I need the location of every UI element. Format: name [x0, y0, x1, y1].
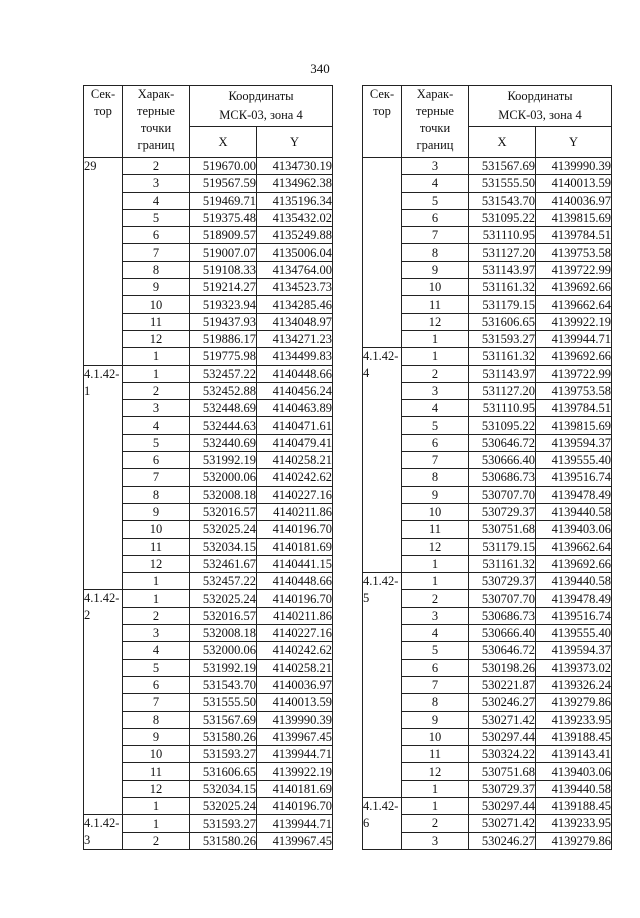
point-cell: 8 [123, 711, 190, 728]
x-coordinate-cell: 530666.40 [469, 452, 536, 469]
y-coordinate-cell: 4140036.97 [257, 676, 333, 693]
y-coordinate-cell: 4139373.02 [536, 659, 612, 676]
x-coordinate-cell: 532034.15 [190, 538, 257, 555]
point-cell: 9 [402, 261, 469, 278]
x-coordinate-cell: 531543.70 [190, 676, 257, 693]
point-cell: 7 [402, 452, 469, 469]
x-coordinate-cell: 530666.40 [469, 625, 536, 642]
x-coordinate-cell: 531567.69 [469, 158, 536, 175]
point-cell: 2 [123, 382, 190, 399]
x-coordinate-cell: 530729.37 [469, 503, 536, 520]
y-coordinate-cell: 4140181.69 [257, 538, 333, 555]
point-cell: 12 [123, 330, 190, 347]
y-coordinate-cell: 4134764.00 [257, 261, 333, 278]
x-coordinate-cell: 530686.73 [469, 469, 536, 486]
y-coordinate-cell: 4140456.24 [257, 382, 333, 399]
y-coordinate-cell: 4139967.45 [257, 728, 333, 745]
point-cell: 9 [123, 728, 190, 745]
point-cell: 1 [123, 815, 190, 833]
point-cell: 1 [123, 348, 190, 365]
y-coordinate-cell: 4135196.34 [257, 192, 333, 209]
x-coordinate-cell: 531555.50 [469, 175, 536, 192]
header-x: X [190, 127, 257, 158]
sector-cell: 4.1.42- 5 [363, 573, 402, 798]
y-coordinate-cell: 4139753.58 [536, 382, 612, 399]
y-coordinate-cell: 4139233.95 [536, 815, 612, 832]
y-coordinate-cell: 4135006.04 [257, 244, 333, 261]
point-cell: 6 [123, 676, 190, 693]
y-coordinate-cell: 4135249.88 [257, 227, 333, 244]
y-coordinate-cell: 4139516.74 [536, 607, 612, 624]
y-coordinate-cell: 4139944.71 [536, 330, 612, 347]
table-row [363, 158, 612, 175]
x-coordinate-cell: 531127.20 [469, 382, 536, 399]
y-coordinate-cell: 4139555.40 [536, 452, 612, 469]
x-coordinate-cell: 531606.65 [190, 763, 257, 780]
y-coordinate-cell: 4134271.23 [257, 330, 333, 347]
sector-cell: 29 [84, 158, 123, 366]
y-coordinate-cell: 4139692.66 [536, 555, 612, 572]
y-coordinate-cell: 4134730.19 [257, 158, 333, 175]
y-coordinate-cell: 4139478.49 [536, 486, 612, 503]
x-coordinate-cell: 532034.15 [190, 780, 257, 797]
x-coordinate-cell: 519108.33 [190, 261, 257, 278]
x-coordinate-cell: 519775.98 [190, 348, 257, 365]
header-y: Y [257, 127, 333, 158]
y-coordinate-cell: 4140211.86 [257, 607, 333, 624]
x-coordinate-cell: 530751.68 [469, 521, 536, 538]
point-cell: 1 [123, 573, 190, 590]
table-row [363, 348, 612, 365]
point-cell: 5 [402, 417, 469, 434]
table-row [84, 815, 333, 833]
x-coordinate-cell: 532440.69 [190, 434, 257, 451]
point-cell: 4 [123, 642, 190, 659]
y-coordinate-cell: 4140479.41 [257, 434, 333, 451]
y-coordinate-cell: 4140196.70 [257, 797, 333, 814]
x-coordinate-cell: 531110.95 [469, 400, 536, 417]
point-cell: 6 [123, 452, 190, 469]
y-coordinate-cell: 4139233.95 [536, 711, 612, 728]
sector-cell: 4.1.42- 6 [363, 797, 402, 849]
x-coordinate-cell: 530297.44 [469, 728, 536, 745]
point-cell: 1 [402, 573, 469, 590]
sector-cell: 4.1.42- 4 [363, 348, 402, 573]
point-cell: 5 [123, 209, 190, 226]
point-cell: 11 [123, 313, 190, 330]
y-coordinate-cell: 4140258.21 [257, 452, 333, 469]
table-row [363, 797, 612, 814]
x-coordinate-cell: 531543.70 [469, 192, 536, 209]
y-coordinate-cell: 4134048.97 [257, 313, 333, 330]
x-coordinate-cell: 531095.22 [469, 417, 536, 434]
point-cell: 10 [123, 746, 190, 763]
x-coordinate-cell: 532025.24 [190, 590, 257, 607]
y-coordinate-cell: 4140448.66 [257, 573, 333, 590]
point-cell: 4 [402, 175, 469, 192]
y-coordinate-cell: 4140196.70 [257, 590, 333, 607]
y-coordinate-cell: 4140258.21 [257, 659, 333, 676]
point-cell: 12 [402, 313, 469, 330]
x-coordinate-cell: 531127.20 [469, 244, 536, 261]
right-table-body [363, 158, 612, 850]
x-coordinate-cell: 519437.93 [190, 313, 257, 330]
point-cell: 5 [123, 434, 190, 451]
y-coordinate-cell: 4139143.41 [536, 746, 612, 763]
table-row [363, 573, 612, 590]
y-coordinate-cell: 4139944.71 [257, 815, 333, 833]
y-coordinate-cell: 4139279.86 [536, 694, 612, 711]
x-coordinate-cell: 532008.18 [190, 486, 257, 503]
y-coordinate-cell: 4139990.39 [257, 711, 333, 728]
y-coordinate-cell: 4139753.58 [536, 244, 612, 261]
point-cell: 1 [123, 797, 190, 814]
x-coordinate-cell: 519886.17 [190, 330, 257, 347]
x-coordinate-cell: 531555.50 [190, 694, 257, 711]
y-coordinate-cell: 4134523.73 [257, 279, 333, 296]
x-coordinate-cell: 519670.00 [190, 158, 257, 175]
x-coordinate-cell: 530646.72 [469, 434, 536, 451]
point-cell: 1 [123, 590, 190, 607]
header-sector: Сек- тор [84, 86, 123, 158]
table-row [84, 158, 333, 175]
point-cell: 3 [123, 175, 190, 192]
point-cell: 12 [123, 780, 190, 797]
header-points: Харак- терные точки границ [402, 86, 469, 158]
y-coordinate-cell: 4139922.19 [536, 313, 612, 330]
y-coordinate-cell: 4139815.69 [536, 417, 612, 434]
coordinates-table-right [362, 85, 612, 850]
y-coordinate-cell: 4139403.06 [536, 763, 612, 780]
x-coordinate-cell: 531143.97 [469, 365, 536, 382]
x-coordinate-cell: 519375.48 [190, 209, 257, 226]
x-coordinate-cell: 531580.26 [190, 728, 257, 745]
header-points: Харак- терные точки границ [123, 86, 190, 158]
y-coordinate-cell: 4139990.39 [536, 158, 612, 175]
point-cell: 3 [402, 832, 469, 849]
point-cell: 7 [123, 469, 190, 486]
x-coordinate-cell: 519567.59 [190, 175, 257, 192]
y-coordinate-cell: 4140242.62 [257, 642, 333, 659]
point-cell: 2 [402, 815, 469, 832]
table-row [84, 365, 333, 382]
y-coordinate-cell: 4140036.97 [536, 192, 612, 209]
sector-cell [363, 158, 402, 348]
x-coordinate-cell: 531606.65 [469, 313, 536, 330]
x-coordinate-cell: 531161.32 [469, 555, 536, 572]
x-coordinate-cell: 530729.37 [469, 780, 536, 797]
x-coordinate-cell: 530686.73 [469, 607, 536, 624]
y-coordinate-cell: 4139594.37 [536, 434, 612, 451]
x-coordinate-cell: 531992.19 [190, 452, 257, 469]
point-cell: 4 [123, 192, 190, 209]
y-coordinate-cell: 4139722.99 [536, 365, 612, 382]
point-cell: 10 [123, 521, 190, 538]
sector-cell: 4.1.42- 1 [84, 365, 123, 590]
y-coordinate-cell: 4140196.70 [257, 521, 333, 538]
point-cell: 3 [402, 158, 469, 175]
point-cell: 4 [402, 625, 469, 642]
y-coordinate-cell: 4139692.66 [536, 279, 612, 296]
x-coordinate-cell: 530198.26 [469, 659, 536, 676]
point-cell: 2 [123, 832, 190, 850]
y-coordinate-cell: 4139478.49 [536, 590, 612, 607]
point-cell: 4 [123, 417, 190, 434]
x-coordinate-cell: 532461.67 [190, 555, 257, 572]
sector-cell: 4.1.42- 3 [84, 815, 123, 850]
point-cell: 1 [402, 348, 469, 365]
point-cell: 2 [123, 158, 190, 175]
x-coordinate-cell: 519007.07 [190, 244, 257, 261]
x-coordinate-cell: 531161.32 [469, 279, 536, 296]
point-cell: 10 [402, 728, 469, 745]
x-coordinate-cell: 519323.94 [190, 296, 257, 313]
point-cell: 11 [402, 746, 469, 763]
x-coordinate-cell: 519469.71 [190, 192, 257, 209]
x-coordinate-cell: 530221.87 [469, 676, 536, 693]
x-coordinate-cell: 531580.26 [190, 832, 257, 850]
point-cell: 9 [123, 503, 190, 520]
coordinates-table-left [83, 85, 333, 850]
y-coordinate-cell: 4139692.66 [536, 348, 612, 365]
x-coordinate-cell: 532448.69 [190, 400, 257, 417]
point-cell: 8 [402, 469, 469, 486]
x-coordinate-cell: 531992.19 [190, 659, 257, 676]
x-coordinate-cell: 532457.22 [190, 573, 257, 590]
y-coordinate-cell: 4139722.99 [536, 261, 612, 278]
point-cell: 7 [123, 244, 190, 261]
y-coordinate-cell: 4140471.61 [257, 417, 333, 434]
x-coordinate-cell: 532025.24 [190, 797, 257, 814]
x-coordinate-cell: 530707.70 [469, 590, 536, 607]
y-coordinate-cell: 4139188.45 [536, 797, 612, 814]
point-cell: 10 [402, 503, 469, 520]
y-coordinate-cell: 4139922.19 [257, 763, 333, 780]
point-cell: 2 [123, 607, 190, 624]
point-cell: 8 [402, 244, 469, 261]
y-coordinate-cell: 4140441.15 [257, 555, 333, 572]
x-coordinate-cell: 530246.27 [469, 694, 536, 711]
y-coordinate-cell: 4139815.69 [536, 209, 612, 226]
x-coordinate-cell: 531179.15 [469, 296, 536, 313]
x-coordinate-cell: 531593.27 [469, 330, 536, 347]
point-cell: 11 [402, 296, 469, 313]
y-coordinate-cell: 4140242.62 [257, 469, 333, 486]
y-coordinate-cell: 4139326.24 [536, 676, 612, 693]
x-coordinate-cell: 530729.37 [469, 573, 536, 590]
y-coordinate-cell: 4140181.69 [257, 780, 333, 797]
y-coordinate-cell: 4139594.37 [536, 642, 612, 659]
point-cell: 3 [123, 400, 190, 417]
point-cell: 12 [402, 763, 469, 780]
x-coordinate-cell: 530646.72 [469, 642, 536, 659]
y-coordinate-cell: 4139784.51 [536, 400, 612, 417]
point-cell: 6 [402, 434, 469, 451]
y-coordinate-cell: 4140463.89 [257, 400, 333, 417]
point-cell: 8 [123, 486, 190, 503]
point-cell: 2 [402, 365, 469, 382]
point-cell: 11 [123, 538, 190, 555]
point-cell: 9 [402, 486, 469, 503]
point-cell: 1 [402, 780, 469, 797]
y-coordinate-cell: 4140227.16 [257, 486, 333, 503]
header-coordinates: Координаты МСК-03, зона 4 [469, 86, 612, 127]
y-coordinate-cell: 4140013.59 [536, 175, 612, 192]
x-coordinate-cell: 531567.69 [190, 711, 257, 728]
header-x: X [469, 127, 536, 158]
point-cell: 10 [123, 296, 190, 313]
y-coordinate-cell: 4139967.45 [257, 832, 333, 850]
point-cell: 3 [402, 382, 469, 399]
left-table-body [84, 158, 333, 850]
y-coordinate-cell: 4139944.71 [257, 746, 333, 763]
header-sector: Сек- тор [363, 86, 402, 158]
y-coordinate-cell: 4139440.58 [536, 780, 612, 797]
x-coordinate-cell: 530707.70 [469, 486, 536, 503]
x-coordinate-cell: 530246.27 [469, 832, 536, 849]
point-cell: 9 [123, 279, 190, 296]
x-coordinate-cell: 532016.57 [190, 503, 257, 520]
x-coordinate-cell: 530324.22 [469, 746, 536, 763]
x-coordinate-cell: 531593.27 [190, 815, 257, 833]
point-cell: 7 [123, 694, 190, 711]
point-cell: 5 [402, 192, 469, 209]
x-coordinate-cell: 532000.06 [190, 642, 257, 659]
point-cell: 2 [402, 590, 469, 607]
x-coordinate-cell: 531143.97 [469, 261, 536, 278]
x-coordinate-cell: 532008.18 [190, 625, 257, 642]
y-coordinate-cell: 4134499.83 [257, 348, 333, 365]
point-cell: 8 [402, 694, 469, 711]
x-coordinate-cell: 530751.68 [469, 763, 536, 780]
x-coordinate-cell: 532000.06 [190, 469, 257, 486]
x-coordinate-cell: 518909.57 [190, 227, 257, 244]
x-coordinate-cell: 530297.44 [469, 797, 536, 814]
y-coordinate-cell: 4139516.74 [536, 469, 612, 486]
page-number: 340 [310, 61, 330, 76]
point-cell: 6 [402, 659, 469, 676]
point-cell: 5 [123, 659, 190, 676]
sector-cell: 4.1.42- 2 [84, 590, 123, 815]
table-row [84, 590, 333, 607]
y-coordinate-cell: 4139440.58 [536, 573, 612, 590]
point-cell: 7 [402, 676, 469, 693]
point-cell: 1 [402, 555, 469, 572]
point-cell: 12 [123, 555, 190, 572]
header-coordinates: Координаты МСК-03, зона 4 [190, 86, 333, 127]
point-cell: 1 [123, 365, 190, 382]
y-coordinate-cell: 4140211.86 [257, 503, 333, 520]
point-cell: 11 [123, 763, 190, 780]
x-coordinate-cell: 532452.88 [190, 382, 257, 399]
point-cell: 11 [402, 521, 469, 538]
x-coordinate-cell: 530271.42 [469, 815, 536, 832]
point-cell: 6 [123, 227, 190, 244]
x-coordinate-cell: 532016.57 [190, 607, 257, 624]
y-coordinate-cell: 4134285.46 [257, 296, 333, 313]
point-cell: 3 [123, 625, 190, 642]
x-coordinate-cell: 531095.22 [469, 209, 536, 226]
header-y: Y [536, 127, 612, 158]
x-coordinate-cell: 519214.27 [190, 279, 257, 296]
point-cell: 9 [402, 711, 469, 728]
y-coordinate-cell: 4139784.51 [536, 227, 612, 244]
x-coordinate-cell: 532025.24 [190, 521, 257, 538]
y-coordinate-cell: 4139403.06 [536, 521, 612, 538]
point-cell: 10 [402, 279, 469, 296]
x-coordinate-cell: 531593.27 [190, 746, 257, 763]
point-cell: 4 [402, 400, 469, 417]
point-cell: 7 [402, 227, 469, 244]
y-coordinate-cell: 4139440.58 [536, 503, 612, 520]
y-coordinate-cell: 4134962.38 [257, 175, 333, 192]
x-coordinate-cell: 531161.32 [469, 348, 536, 365]
point-cell: 8 [123, 261, 190, 278]
y-coordinate-cell: 4140227.16 [257, 625, 333, 642]
point-cell: 1 [402, 330, 469, 347]
y-coordinate-cell: 4139188.45 [536, 728, 612, 745]
x-coordinate-cell: 532457.22 [190, 365, 257, 382]
y-coordinate-cell: 4139662.64 [536, 296, 612, 313]
y-coordinate-cell: 4135432.02 [257, 209, 333, 226]
x-coordinate-cell: 530271.42 [469, 711, 536, 728]
x-coordinate-cell: 531179.15 [469, 538, 536, 555]
y-coordinate-cell: 4139279.86 [536, 832, 612, 849]
point-cell: 5 [402, 642, 469, 659]
point-cell: 12 [402, 538, 469, 555]
point-cell: 3 [402, 607, 469, 624]
y-coordinate-cell: 4140448.66 [257, 365, 333, 382]
y-coordinate-cell: 4139555.40 [536, 625, 612, 642]
y-coordinate-cell: 4140013.59 [257, 694, 333, 711]
point-cell: 1 [402, 797, 469, 814]
y-coordinate-cell: 4139662.64 [536, 538, 612, 555]
x-coordinate-cell: 531110.95 [469, 227, 536, 244]
point-cell: 6 [402, 209, 469, 226]
x-coordinate-cell: 532444.63 [190, 417, 257, 434]
